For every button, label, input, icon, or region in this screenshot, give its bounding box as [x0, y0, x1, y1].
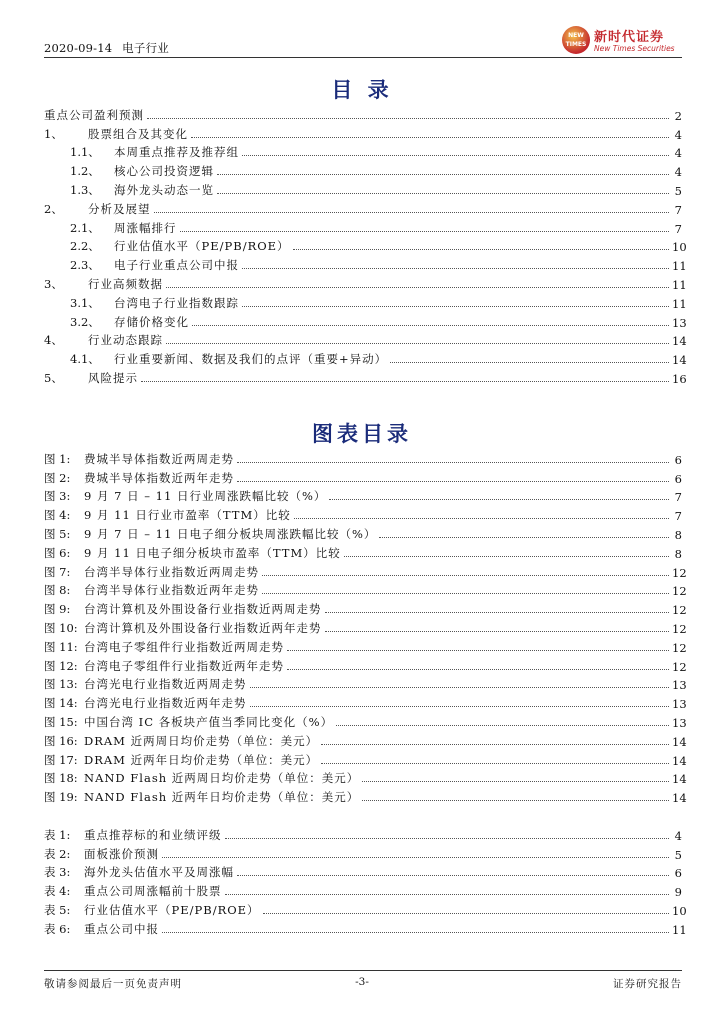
toc-entry-leader: [180, 231, 670, 232]
figure-entry-leader: [344, 556, 669, 557]
page-header: [44, 40, 169, 56]
figure-entry-number: 图 16:: [44, 733, 78, 748]
figure-entry[interactable]: [44, 504, 682, 523]
toc-entry[interactable]: [44, 236, 687, 255]
table-entry-text: 重点推荐标的和业绩评级: [84, 827, 222, 842]
header-divider: [44, 57, 682, 58]
logo-chinese-name: 新时代证券: [594, 30, 665, 45]
toc-entry-number: 1.1、: [70, 145, 100, 160]
figure-entry-text: 台湾电子零组件行业指数近两年走势: [84, 658, 284, 673]
table-entry-page: 6: [674, 866, 682, 881]
toc-entry-page: 4: [674, 165, 682, 180]
toc-entry-number: 3、: [44, 276, 63, 291]
toc-entry-number: 1、: [44, 126, 63, 141]
figure-entry-number: 图 4:: [44, 508, 71, 523]
table-entry-text: 重点公司周涨幅前十股票: [84, 884, 222, 899]
figure-entry-leader: [329, 499, 669, 500]
figure-entry-number: 图 15:: [44, 714, 78, 729]
toc-entry-text: 电子行业重点公司中报: [114, 258, 239, 273]
figure-entry[interactable]: [44, 711, 687, 730]
figure-entry-leader: [321, 744, 669, 745]
figure-entry-text: 9 月 7 日 – 11 日行业周涨跌幅比较（%）: [84, 489, 327, 504]
figure-entry-number: 图 6:: [44, 545, 71, 560]
table-entry-number: 表 4:: [44, 884, 71, 899]
figure-entry-leader: [325, 612, 670, 613]
table-entry-number: 表 5:: [44, 902, 71, 917]
figure-entry-page: 12: [672, 584, 687, 599]
figure-entry-text: 台湾半导体行业指数近两年走势: [84, 583, 259, 598]
figure-list-title: 图表目录: [312, 422, 412, 446]
figure-entry[interactable]: [44, 655, 687, 674]
figure-entry[interactable]: [44, 617, 687, 636]
figure-entry-text: 台湾光电行业指数近两年走势: [84, 696, 247, 711]
figure-entry-text: NAND Flash 近两年日均价走势（单位：美元）: [84, 790, 360, 805]
toc-entry-page: 10: [672, 240, 687, 255]
toc-entry-number: 4、: [44, 333, 63, 348]
figure-entry-text: 9 月 11 日行业市盈率（TTM）比较: [84, 508, 291, 523]
figure-entry[interactable]: [44, 786, 687, 806]
figure-entry-text: 费城半导体指数近两年走势: [84, 470, 234, 485]
figure-entry-leader: [321, 763, 669, 764]
figure-entry[interactable]: [44, 674, 687, 693]
figure-entry[interactable]: [44, 486, 682, 505]
footer-report-type: 证券研究报告: [613, 978, 682, 990]
table-entry-leader: [225, 838, 670, 839]
figure-entry-leader: [262, 593, 669, 594]
figure-entry[interactable]: [44, 730, 687, 749]
figure-entry-number: 图 14:: [44, 696, 78, 711]
figure-entry-text: NAND Flash 近两周日均价走势（单位：美元）: [84, 771, 360, 786]
toc-entry[interactable]: [44, 311, 687, 330]
toc-entry-leader: [192, 325, 669, 326]
table-entry[interactable]: [44, 862, 682, 881]
figure-entry-page: 13: [672, 697, 687, 712]
table-entry-text: 行业估值水平（PE/PB/ROE）: [84, 902, 260, 917]
figure-entry-text: 9 月 7 日 – 11 日电子细分板块周涨跌幅比较（%）: [84, 526, 377, 541]
toc-title: 目 录: [331, 78, 393, 102]
figure-entry-page: 14: [672, 772, 687, 787]
table-entry[interactable]: [44, 824, 682, 843]
toc-entry-page: 5: [674, 183, 682, 198]
toc-entry-text: 分析及展望: [88, 201, 151, 216]
table-entry-number: 表 2:: [44, 846, 71, 861]
toc-entry-leader: [217, 193, 669, 194]
table-entry-page: 11: [672, 922, 687, 937]
figure-entry-page: 14: [672, 734, 687, 749]
toc-entry-number: 2.2、: [70, 239, 100, 254]
table-entry-leader: [263, 913, 669, 914]
toc-entry[interactable]: [44, 217, 682, 236]
figure-entry-number: 图 10:: [44, 620, 78, 635]
figure-entry-number: 图 18:: [44, 771, 78, 786]
figure-entry[interactable]: [44, 523, 682, 542]
figure-entry-page: 13: [672, 678, 687, 693]
figure-entry-leader: [237, 481, 669, 482]
toc-entry-text: 本周重点推荐及推荐组: [114, 145, 239, 160]
figure-entry-leader: [325, 631, 670, 632]
figure-entry-page: 7: [674, 490, 682, 505]
toc-entry-page: 14: [672, 334, 687, 349]
table-entry-number: 表 1:: [44, 827, 71, 842]
figure-list: [44, 448, 687, 806]
toc-entry-leader: [166, 343, 669, 344]
toc-entry-number: 1.2、: [70, 164, 100, 179]
toc-entry-page: 4: [674, 127, 682, 142]
toc-entry-leader: [293, 249, 669, 250]
table-entry-page: 5: [674, 847, 682, 862]
toc-entry-leader: [191, 137, 669, 138]
figure-entry-number: 图 1:: [44, 451, 71, 466]
table-entry-leader: [162, 932, 669, 933]
toc-entry-number: 3.2、: [70, 314, 100, 329]
toc-entry-number: 1.3、: [70, 182, 100, 197]
figure-entry-leader: [250, 687, 670, 688]
table-entry-leader: [237, 875, 669, 876]
figure-entry-text: 台湾光电行业指数近两周走势: [84, 677, 247, 692]
figure-entry-leader: [294, 518, 669, 519]
figure-entry-text: 中国台湾 IC 各板块产值当季同比变化（%）: [84, 714, 334, 729]
figure-entry-text: 台湾计算机及外围设备行业指数近两周走势: [84, 602, 322, 617]
figure-entry[interactable]: [44, 580, 687, 599]
toc-entry-text: 行业高频数据: [88, 276, 163, 291]
figure-entry-page: 8: [674, 527, 682, 542]
footer-divider: [44, 970, 682, 971]
table-entry-number: 表 6:: [44, 921, 71, 936]
figure-entry-leader: [287, 669, 669, 670]
figure-entry-number: 图 8:: [44, 583, 71, 598]
toc-entry-text: 海外龙头动态一览: [114, 182, 214, 197]
figure-entry-page: 12: [672, 603, 687, 618]
figure-entry-page: 7: [674, 509, 682, 524]
table-list: [44, 824, 687, 937]
toc-entry-text: 存储价格变化: [114, 314, 189, 329]
toc-entry-page: 13: [672, 315, 687, 330]
toc-entry-page: 11: [672, 277, 687, 292]
toc-entry-page: 11: [672, 259, 687, 274]
toc-entry-leader: [166, 287, 669, 288]
figure-entry-text: 台湾电子零组件行业指数近两周走势: [84, 639, 284, 654]
toc-entry-text: 行业重要新闻、数据及我们的点评（重要+异动）: [114, 352, 388, 367]
toc-entry-leader: [390, 362, 669, 363]
figure-entry[interactable]: [44, 542, 682, 561]
toc-entry-page: 4: [674, 146, 682, 161]
figure-entry-leader: [262, 575, 669, 576]
figure-entry-page: 12: [672, 621, 687, 636]
figure-entry-text: DRAM 近两周日均价走势（单位：美元）: [84, 733, 319, 748]
table-entry-text: 海外龙头估值水平及周涨幅: [84, 865, 234, 880]
toc-entry-number: 4.1、: [70, 352, 100, 367]
figure-entry-page: 12: [672, 565, 687, 580]
toc-entry-number: 2.3、: [70, 258, 100, 273]
toc-entry-text: 行业动态跟踪: [88, 333, 163, 348]
toc-entry-leader: [217, 174, 669, 175]
figure-entry-number: 图 12:: [44, 658, 78, 673]
figure-entry-page: 12: [672, 640, 687, 655]
figure-entry-number: 图 7:: [44, 564, 71, 579]
toc-entry[interactable]: [44, 292, 687, 311]
figure-entry-text: 费城半导体指数近两周走势: [84, 451, 234, 466]
figure-entry-number: 图 3:: [44, 489, 71, 504]
figure-entry-leader: [250, 706, 670, 707]
logo-english-name: New Times Securities: [594, 44, 675, 53]
figure-entry-text: 台湾半导体行业指数近两周走势: [84, 564, 259, 579]
figure-entry-leader: [237, 462, 669, 463]
figure-entry[interactable]: [44, 692, 687, 712]
table-entry[interactable]: [44, 880, 682, 899]
toc-entry[interactable]: [44, 142, 682, 161]
toc-entry-leader: [242, 155, 669, 156]
toc-entry-leader: [141, 381, 669, 382]
figure-entry-page: 14: [672, 753, 687, 768]
table-entry-leader: [162, 857, 669, 858]
table-entry-page: 10: [672, 903, 687, 918]
toc-entry-text: 周涨幅排行: [114, 220, 177, 235]
table-entry[interactable]: [44, 918, 687, 937]
toc-entry[interactable]: [44, 273, 687, 292]
table-entry-number: 表 3:: [44, 865, 71, 880]
header-date: 2020-09-14: [44, 41, 113, 55]
toc-entry-number: 3.1、: [70, 295, 100, 310]
toc-entry-number: 5、: [44, 370, 63, 385]
toc-entry[interactable]: [44, 104, 682, 123]
toc-entry-page: 7: [674, 221, 682, 236]
figure-entry-leader: [287, 650, 669, 651]
toc-entry-leader: [147, 118, 669, 119]
toc-entry-number: 2.1、: [70, 220, 100, 235]
table-entry[interactable]: [44, 899, 687, 918]
toc-entry[interactable]: [44, 198, 682, 217]
figure-entry-leader: [336, 725, 669, 726]
toc-entry-page: 2: [674, 108, 682, 123]
footer-disclaimer: 敬请参阅最后一页免责声明: [44, 978, 182, 990]
table-entry-page: 9: [674, 885, 682, 900]
figure-entry-number: 图 11:: [44, 639, 78, 654]
figure-entry-page: 14: [672, 791, 687, 806]
toc-entry-leader: [242, 268, 669, 269]
figure-entry-number: 图 5:: [44, 526, 71, 541]
toc-entry-text: 重点公司盈利预测: [44, 107, 144, 122]
toc-entry[interactable]: [44, 160, 682, 179]
figure-entry[interactable]: [44, 448, 682, 467]
logo-mark-icon: NEW TIMES: [562, 26, 590, 54]
page-number: -3-: [355, 976, 369, 988]
figure-entry-page: 6: [674, 452, 682, 467]
toc-entry[interactable]: [44, 348, 687, 368]
toc-entry[interactable]: [44, 254, 687, 274]
toc-entry-leader: [154, 212, 670, 213]
toc-entry-leader: [242, 306, 669, 307]
figure-entry-text: DRAM 近两年日均价走势（单位：美元）: [84, 752, 319, 767]
figure-entry-page: 12: [672, 659, 687, 674]
toc-entry[interactable]: [44, 123, 682, 142]
toc-entry[interactable]: [44, 179, 682, 198]
figure-entry[interactable]: [44, 467, 682, 486]
figure-entry-number: 图 13:: [44, 677, 78, 692]
figure-entry[interactable]: [44, 598, 687, 618]
toc-entry-page: 11: [672, 296, 687, 311]
figure-entry-text: 台湾计算机及外围设备行业指数近两年走势: [84, 620, 322, 635]
table-entry-text: 重点公司中报: [84, 921, 159, 936]
table-entry-leader: [225, 894, 670, 895]
table-entry-page: 4: [674, 828, 682, 843]
figure-entry-number: 图 19:: [44, 790, 78, 805]
figure-entry[interactable]: [44, 749, 687, 768]
toc-entry-page: 16: [672, 371, 687, 386]
toc-entry-page: 7: [674, 202, 682, 217]
figure-entry[interactable]: [44, 636, 687, 655]
figure-entry[interactable]: [44, 768, 687, 787]
figure-entry-leader: [379, 537, 669, 538]
figure-entry-leader: [362, 800, 669, 801]
company-logo: [562, 24, 682, 58]
toc-entry-text: 股票组合及其变化: [88, 126, 188, 141]
toc-entry-text: 风险提示: [88, 370, 138, 385]
table-entry-text: 面板涨价预测: [84, 846, 159, 861]
header-category: 电子行业: [122, 41, 169, 55]
toc-entry-number: 2、: [44, 201, 63, 216]
toc-entry-text: 台湾电子行业指数跟踪: [114, 295, 239, 310]
figure-entry-number: 图 17:: [44, 752, 78, 767]
figure-entry-number: 图 2:: [44, 470, 71, 485]
figure-entry-page: 6: [674, 471, 682, 486]
toc-entry[interactable]: [44, 367, 687, 386]
toc-entry-text: 行业估值水平（PE/PB/ROE）: [114, 239, 290, 254]
toc-list: [44, 104, 687, 386]
figure-entry-page: 8: [674, 546, 682, 561]
toc-entry-text: 核心公司投资逻辑: [114, 164, 214, 179]
figure-entry-leader: [362, 781, 669, 782]
table-entry[interactable]: [44, 843, 682, 862]
figure-entry[interactable]: [44, 561, 687, 580]
figure-entry-page: 13: [672, 715, 687, 730]
figure-entry-number: 图 9:: [44, 602, 71, 617]
toc-entry[interactable]: [44, 330, 687, 349]
toc-entry-page: 14: [672, 353, 687, 368]
figure-entry-text: 9 月 11 日电子细分板块市盈率（TTM）比较: [84, 545, 341, 560]
